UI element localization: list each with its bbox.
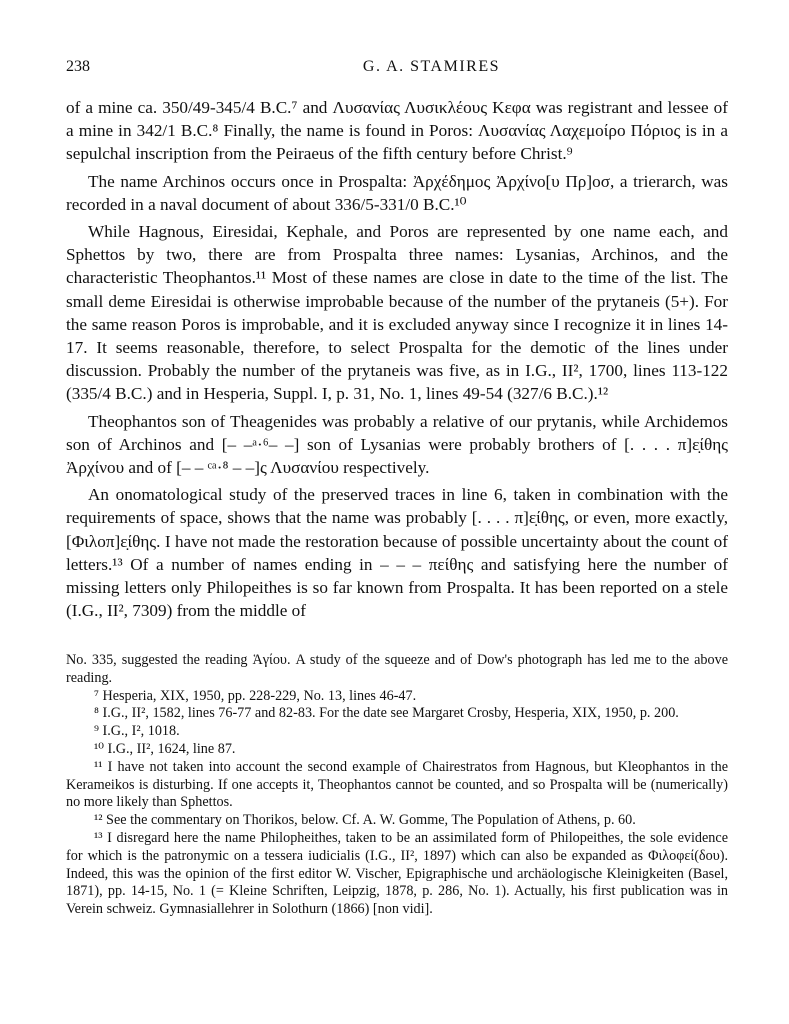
footnote: ¹² See the commentary on Thorikos, below. Cf. A. W. Gomme, The Population of Athens, p. 60. (94, 812, 636, 829)
footnote: ¹³ I disregard here the name Philopheithes, taken to be an assimilated form of Philopeithes, the sole evidence for which is the patronymic on a tessera iudicialis (I.G., II², 1897) which can also be expanded as Φιλοφεί(δου). Indeed, this was the opinion of the first editor W. Vischer, Epigraphische und archäologische Kleinigkeiten (Basel, 1871), pp. 14-15, No. 1 (= Kleine Schriften, Leipzig, 1878, p. 286, No. 1). Actually, his first publication was in Verein schweiz. Gymnasiallehrer in Solothurn (1866) [non vidi]. (66, 829, 728, 918)
paragraph: of a mine ca. 350/49-345/4 B.C.⁷ and Λυσανίας Λυσικλέους Κεφα was registrant and lessee of a mine in 342/1 B.C.⁸ Finally, the name is found in Poros: Λυσανίας Λαχεμοίρο Πόριος is in a sepulchal inscription from the Peiraeus of the fifth century before Christ.⁹ (66, 98, 728, 164)
main-text (66, 96, 728, 622)
footnotes (66, 652, 728, 919)
footnote-continuation: No. 335, suggested the reading Ἁγίου. A study of the squeeze and of Dow's photograph has led me to the above reading. (66, 652, 728, 686)
page-number: 238 (66, 58, 90, 75)
running-title: G. A. STAMIRES (362, 58, 500, 75)
paragraph: Theophantos son of Theagenides was probably a relative of our prytanis, while Archidemos son of Archinos and [– –ᵃ·⁶– –] son of Lysanias were probably brothers of [. . . . π]ε̣ίθης Ἀρχίνου and of [– – ᶜᵃ·⁸ – –]ς Λυσανίου respectively. (66, 411, 728, 478)
footnote: ⁹ I.G., I², 1018. (94, 723, 180, 740)
footnote: ⁸ I.G., II², 1582, lines 76-77 and 82-83. For the date see Margaret Crosby, Hesperia, XIX, 1950, p. 200. (94, 705, 679, 722)
page (66, 58, 728, 626)
footnote: ¹⁰ I.G., II², 1624, line 87. (94, 740, 236, 757)
running-header (66, 58, 728, 80)
paragraph: While Hagnous, Eiresidai, Kephale, and Poros are represented by one name each, and Sphettos by two, there are from Prospalta three names: Lysanias, Archinos, and the characteristic Theophantos.¹¹ Most of these names are close in date to the time of the list. The small deme Eiresidai is otherwise improbable because of the number of the prytaneis (5+). For the same reason Poros is improbable, and it is excluded anyway since I recognize it in lines 14-17. It seems reasonable, therefore, to select Prospalta for the demotic of the lines under discussion. Probably the number of the prytaneis was five, as in I.G., II², 1700, lines 113-122 (335/4 B.C.) and in Hesperia, Suppl. I, p. 31, No. 1, lines 49-54 (327/6 B.C.).¹² (66, 222, 728, 404)
paragraph: The name Archinos occurs once in Prospalta: Ἀρχέδημος Ἀρχίνο[υ Πρ]οσ, a trierarch, was recorded in a naval document of about 336/5-331/0 B.C.¹⁰ (66, 171, 728, 214)
footnote: ¹¹ I have not taken into account the second example of Chairestratos from Hagnous, but Kleophantos in the Kerameikos is disturbing. If one accepts it, Theophantos cannot be counted, and so Prospalta will be (numerically) no more likely than Sphettos. (66, 758, 728, 811)
paragraph: An onomatological study of the preserved traces in line 6, taken in combination with the requirements of space, shows that the name was probably [. . . . π]ε̣ίθης, or even, more exactly, [Φιλοπ]ε̣ίθης. I have not made the restoration because of possible uncertainty about the count of letters.¹³ Of a number of names ending in – – – πείθης and satisfying here the number of missing letters only Philopeithes is so far known from Prospalta. It has been reported on a stele (I.G., II², 7309) from the middle of (66, 485, 728, 621)
footnote: ⁷ Hesperia, XIX, 1950, pp. 228-229, No. 13, lines 46-47. (94, 687, 417, 704)
